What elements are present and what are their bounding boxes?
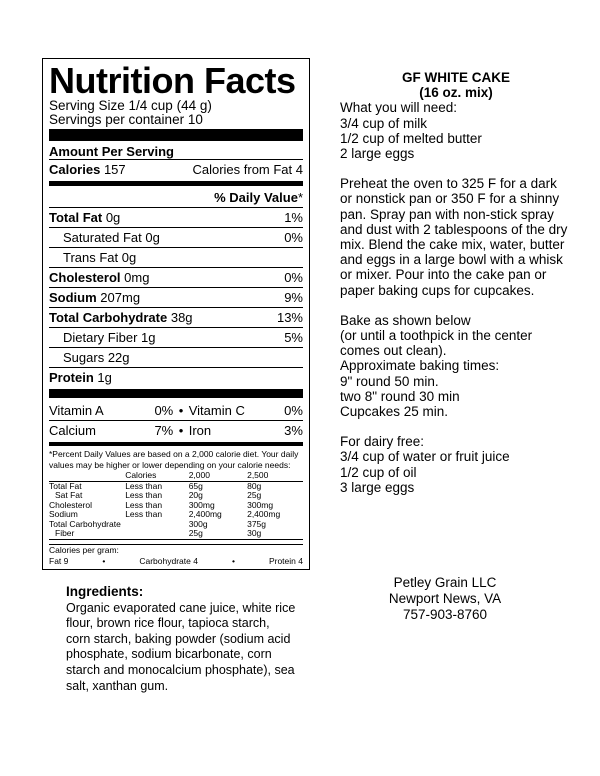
calories-per-gram: Calories per gram: <box>49 544 119 555</box>
bake-line: Bake as shown below <box>340 312 471 328</box>
company-name: Petley Grain LLC <box>393 575 497 590</box>
divider-medium <box>49 181 303 186</box>
dairy-item: 1/2 cup of oil <box>340 464 417 480</box>
daily-value-table: Calories 2,000 2,500 Total Fat Less than 65g 80g Sat Fat Less than 20g 25g Cholesterol Less than 300mg 300mg Sodium Less than 2,400mg 2,400mg Total Carbohydrate 300g 375g Fiber 25g 30g <box>49 471 303 540</box>
sodium-row: Sodium 207mg 9% <box>49 287 303 307</box>
total-carbohydrate-row: Total Carbohydrate 38g 13% <box>49 307 303 327</box>
bake-line: Approximate baking times: <box>340 358 500 374</box>
company-phone: 757-903-8760 <box>402 607 488 622</box>
servings-per-container: Servings per container 10 <box>49 112 203 127</box>
bake-line: (or until a toothpick in the center comes out clean). <box>340 328 533 359</box>
ingredients-heading: Ingredients: <box>66 584 144 599</box>
amount-per-serving: Amount Per Serving <box>49 144 174 159</box>
dietary-fiber-row: Dietary Fiber 1g 5% <box>49 327 303 347</box>
dairy-item: 3/4 cup of water or fruit juice <box>340 449 510 465</box>
minerals-row: Calcium 7% • Iron 3% <box>49 420 303 440</box>
bake-line: Cupcakes 25 min. <box>340 404 449 420</box>
instructions-text: Preheat the oven to 325 F for a dark or nonstick pan or 350 F for a shinny pan. Spray pan with non-stick spray and dust with 2 tablespoons of the dry mix. Blend the cake mix, water, butter and eggs in a large bowl with a whisk or mixer. Pour into the cake pan or paper baking cups for cupcakes. <box>340 176 568 298</box>
serving-size: Serving Size 1/4 cup (44 g) <box>49 98 212 113</box>
trans-fat-row: Trans Fat 0g <box>49 247 303 267</box>
divider-thick-2 <box>49 389 303 398</box>
recipe-instructions <box>340 70 572 495</box>
daily-value-header: % Daily Value* <box>214 190 303 205</box>
nutrition-facts-title: Nutrition Facts <box>49 60 296 101</box>
recipe-subtitle: (16 oz. mix) <box>419 85 493 101</box>
sugars-row: Sugars 22g <box>49 347 303 367</box>
divider-thick <box>49 129 303 141</box>
vitamins-row: Vitamin A 0% • Vitamin C 0% <box>49 403 303 418</box>
cholesterol-row: Cholesterol 0mg 0% <box>49 267 303 287</box>
total-fat-row: Total Fat 0g 1% <box>49 207 303 227</box>
need-item: 2 large eggs <box>340 146 415 162</box>
protein-row: Protein 1g <box>49 367 303 387</box>
calories-per-gram-values: Fat 9 • Carbohydrate 4 • Protein 4 <box>49 555 303 566</box>
nutrition-facts-label <box>42 58 310 570</box>
company-info <box>340 575 550 623</box>
company-city: Newport News, VA <box>388 591 502 606</box>
need-item: 3/4 cup of milk <box>340 115 428 131</box>
bake-line: 9" round 50 min. <box>340 373 439 389</box>
ingredients-text: Organic evaporated cane juice, white rice flour, brown rice flour, tapioca starch, corn starch, baking powder (sodium acid phosphate, sodium bicarbonate, corn starch and monocalcium phosphate), sea salt, xanthan gum. <box>66 600 296 693</box>
dairy-intro: For dairy free: <box>340 434 425 450</box>
calories-row: Calories 157 Calories from Fat 4 <box>49 159 303 179</box>
need-intro: What you will need: <box>340 100 458 116</box>
recipe-title: GF WHITE CAKE <box>402 70 510 85</box>
ingredients <box>66 584 296 694</box>
need-item: 1/2 cup of melted butter <box>340 130 482 146</box>
footnote: *Percent Daily Values are based on a 2,000 calorie diet. Your daily values may be higher or lower depending on your calorie needs: <box>49 449 299 470</box>
saturated-fat-row: Saturated Fat 0g 0% <box>49 227 303 247</box>
divider-medium-2 <box>49 442 303 446</box>
bake-line: two 8" round 30 min <box>340 388 460 404</box>
dairy-item: 3 large eggs <box>340 479 415 495</box>
